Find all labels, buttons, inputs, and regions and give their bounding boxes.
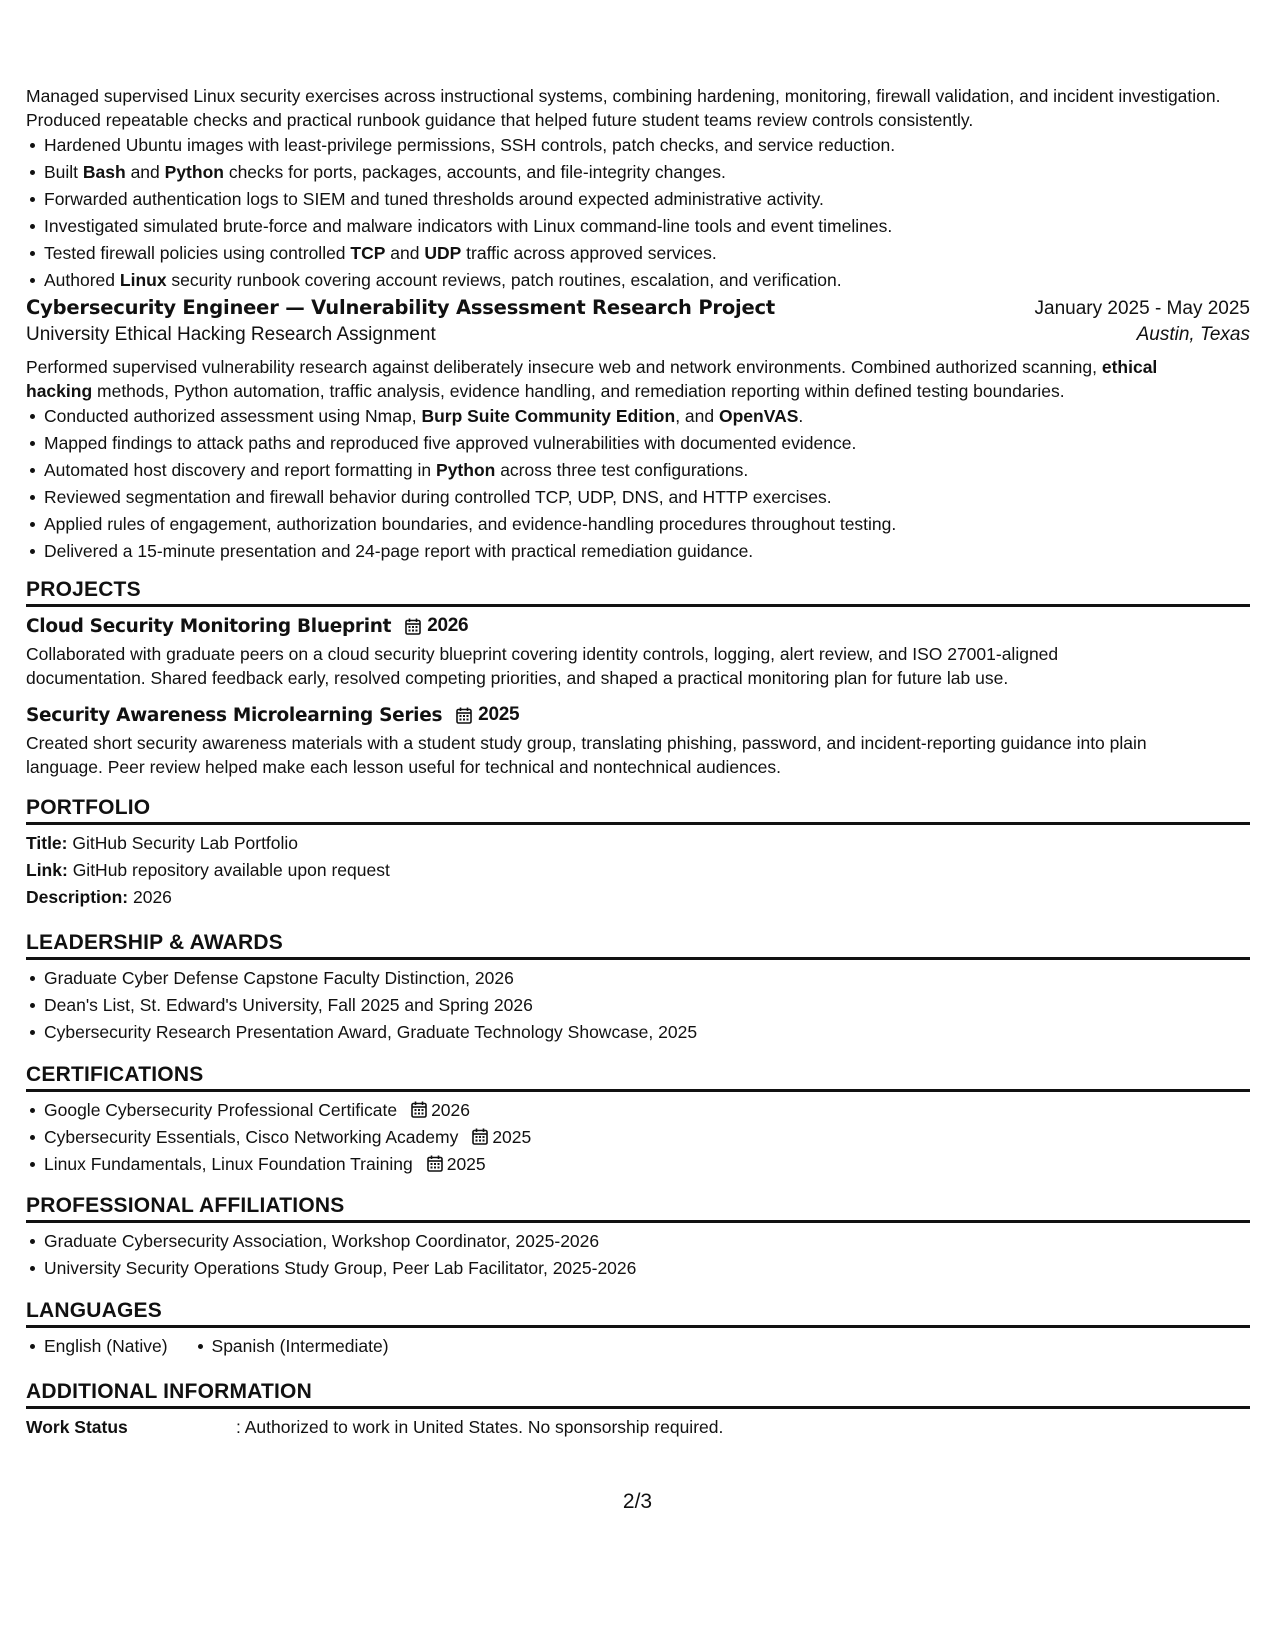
role-title: Cybersecurity Engineer — Vulnerability Assessment Research Project bbox=[26, 296, 776, 319]
calendar-icon bbox=[427, 1155, 443, 1172]
role-block bbox=[26, 296, 1250, 565]
calendar-icon bbox=[405, 618, 421, 635]
list-item: Reviewed segmentation and firewall behavior during controlled TCP, UDP, DNS, and HTTP exercises. bbox=[26, 484, 1250, 511]
list-item: English (Native) bbox=[26, 1333, 168, 1360]
certifications-list bbox=[26, 1097, 1250, 1178]
list-item: Google Cybersecurity Professional Certificate 2026 bbox=[26, 1097, 1250, 1124]
affiliations-section bbox=[26, 1194, 1250, 1282]
projects-section bbox=[26, 578, 1250, 779]
section-heading-portfolio: PORTFOLIO bbox=[26, 796, 1250, 825]
role-organization: University Ethical Hacking Research Assignment bbox=[26, 324, 436, 345]
role-subheader bbox=[26, 324, 1250, 346]
languages-section bbox=[26, 1299, 1250, 1360]
list-item: Hardened Ubuntu images with least-privilege permissions, SSH controls, patch checks, and service reduction. bbox=[26, 132, 1250, 159]
certifications-section bbox=[26, 1063, 1250, 1178]
project-title-row bbox=[26, 704, 1250, 726]
project-description: Created short security awareness materials with a student study group, translating phishing, password, and incident-reporting guidance into plain language. Peer review helped make each lesson useful for technical and nontechnical audiences. bbox=[26, 733, 1147, 777]
list-item: Tested firewall policies using controlled TCP and UDP traffic across approved services. bbox=[26, 240, 1250, 267]
list-item: Forwarded authentication logs to SIEM and tuned thresholds around expected administrative activity. bbox=[26, 186, 1250, 213]
role-location: Austin, Texas bbox=[1136, 324, 1250, 345]
leadership-section bbox=[26, 931, 1250, 1046]
calendar-icon bbox=[411, 1101, 427, 1118]
portfolio-link: Link: GitHub repository available upon request bbox=[26, 860, 390, 880]
role-header bbox=[26, 296, 1250, 320]
work-status-value: : Authorized to work in United States. No sponsorship required. bbox=[236, 1417, 724, 1437]
portfolio-description: Description: 2026 bbox=[26, 887, 172, 907]
calendar-icon bbox=[472, 1128, 488, 1145]
list-item: Cybersecurity Essentials, Cisco Networking Academy 2025 bbox=[26, 1124, 1250, 1151]
section-heading-affiliations: PROFESSIONAL AFFILIATIONS bbox=[26, 1194, 1250, 1223]
project-year: 2025 bbox=[478, 704, 520, 725]
list-item: Automated host discovery and report formatting in Python across three test configurations. bbox=[26, 457, 1250, 484]
section-heading-projects: PROJECTS bbox=[26, 578, 1250, 607]
project-year: 2026 bbox=[427, 615, 469, 636]
list-item: Linux Fundamentals, Linux Foundation Training 2025 bbox=[26, 1151, 1250, 1178]
list-item: Authored Linux security runbook covering account reviews, patch routines, escalation, and verification. bbox=[26, 267, 1250, 294]
list-item: Conducted authorized assessment using Nmap, Burp Suite Community Edition, and OpenVAS. bbox=[26, 403, 1250, 430]
list-item: Applied rules of engagement, authorization boundaries, and evidence-handling procedures throughout testing. bbox=[26, 511, 1250, 538]
list-item: Mapped findings to attack paths and reproduced five approved vulnerabilities with documented evidence. bbox=[26, 430, 1250, 457]
calendar-icon bbox=[456, 707, 472, 724]
work-status-label: Work Status bbox=[26, 1417, 128, 1437]
role-bullets bbox=[26, 403, 1250, 565]
intro-block bbox=[26, 84, 1250, 294]
project-title: Cloud Security Monitoring Blueprint bbox=[26, 615, 392, 637]
intro-paragraph: Managed supervised Linux security exercises across instructional systems, combining hardening, monitoring, firewall validation, and incident investigation. Produced repeatable checks and practical runbook guidance that helped future student teams review controls consistently. bbox=[26, 86, 1221, 130]
list-item: Dean's List, St. Edward's University, Fall 2025 and Spring 2026 bbox=[26, 992, 1250, 1019]
project-title: Security Awareness Microlearning Series bbox=[26, 704, 443, 726]
list-item: Investigated simulated brute-force and malware indicators with Linux command-line tools and event timelines. bbox=[26, 213, 1250, 240]
portfolio-title: Title: GitHub Security Lab Portfolio bbox=[26, 833, 299, 853]
list-item: Graduate Cybersecurity Association, Workshop Coordinator, 2025-2026 bbox=[26, 1228, 1250, 1255]
languages-list bbox=[26, 1333, 1250, 1360]
role-dates: January 2025 - May 2025 bbox=[1034, 298, 1250, 319]
list-item: University Security Operations Study Group, Peer Lab Facilitator, 2025-2026 bbox=[26, 1255, 1250, 1282]
section-heading-leadership: LEADERSHIP & AWARDS bbox=[26, 931, 1250, 960]
list-item: Graduate Cyber Defense Capstone Faculty Distinction, 2026 bbox=[26, 965, 1250, 992]
list-item: Delivered a 15-minute presentation and 24-page report with practical remediation guidance. bbox=[26, 538, 1250, 565]
project-item bbox=[26, 704, 1250, 779]
leadership-list bbox=[26, 965, 1250, 1046]
additional-section bbox=[26, 1380, 1250, 1441]
portfolio-section bbox=[26, 796, 1250, 911]
page-number: 2/3 bbox=[622, 1490, 653, 1513]
project-description: Collaborated with graduate peers on a cloud security blueprint covering identity controls, logging, alert review, and ISO 27001-aligned documentation. Shared feedback early, resolved competing priorities, and shaped a practical monitoring plan for future lab use. bbox=[26, 644, 1059, 688]
project-title-row bbox=[26, 615, 1250, 637]
role-paragraph: Performed supervised vulnerability research against deliberately insecure web and network environments. Combined authorized scanning, ethical hacking methods, Python automation, traffic analysis, evidence handling, and remediation reporting within defined testing boundaries. bbox=[26, 357, 1158, 401]
section-heading-languages: LANGUAGES bbox=[26, 1299, 1250, 1328]
work-status-row bbox=[26, 1414, 1250, 1441]
list-item: Spanish (Intermediate) bbox=[194, 1333, 389, 1360]
list-item: Built Bash and Python checks for ports, packages, accounts, and file-integrity changes. bbox=[26, 159, 1250, 186]
intro-bullets bbox=[26, 132, 1250, 294]
section-heading-additional: ADDITIONAL INFORMATION bbox=[26, 1380, 1250, 1409]
section-heading-certifications: CERTIFICATIONS bbox=[26, 1063, 1250, 1092]
project-item bbox=[26, 615, 1250, 690]
affiliations-list bbox=[26, 1228, 1250, 1282]
list-item: Cybersecurity Research Presentation Award, Graduate Technology Showcase, 2025 bbox=[26, 1019, 1250, 1046]
